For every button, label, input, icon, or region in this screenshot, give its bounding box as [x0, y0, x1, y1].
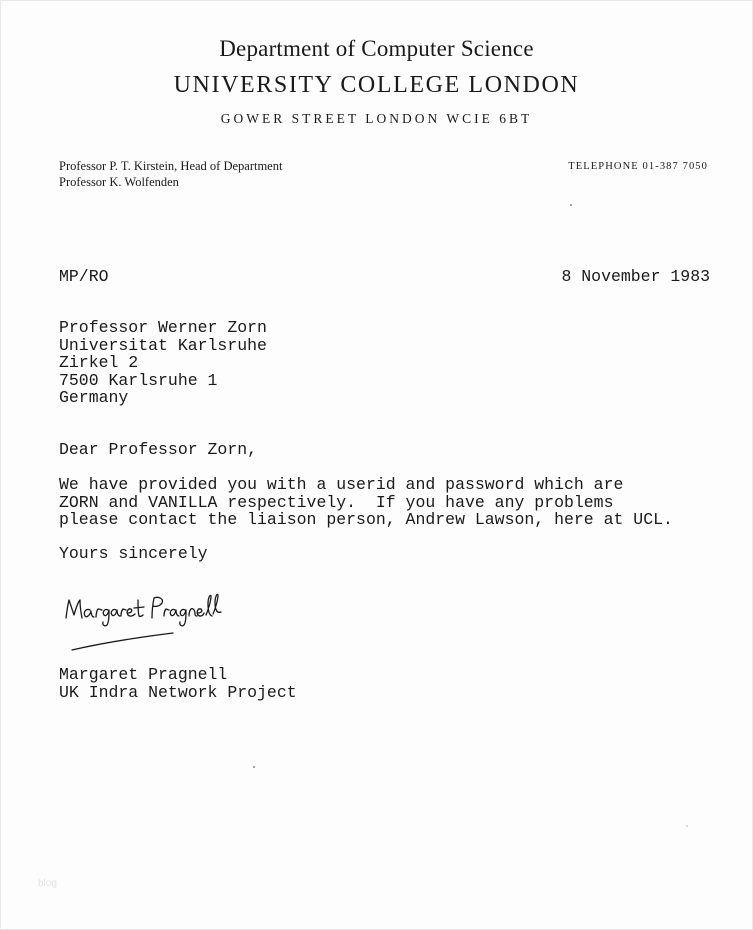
- department-heading: Department of Computer Science: [219, 36, 534, 61]
- recipient-line: 7500 Karlsruhe 1: [59, 370, 218, 390]
- recipient-line: Professor Werner Zorn: [59, 318, 267, 337]
- body-line: ZORN and VANILLA respectively. If you have any problems: [59, 492, 614, 512]
- sender-block: [59, 666, 297, 701]
- letter-body: [59, 476, 673, 529]
- recipient-line: Zirkel 2: [59, 353, 139, 372]
- professor-name: Professor K. Wolfenden: [59, 175, 179, 189]
- body-line: We have provided you with a userid and password which are: [59, 475, 624, 494]
- letter-date: 8 November 1983: [561, 267, 710, 286]
- telephone-number: TELEPHONE 01-387 7050: [568, 161, 708, 172]
- head-of-department: Professor P. T. Kirstein, Head of Department: [59, 159, 283, 173]
- paper-speck: [570, 204, 572, 206]
- reference-code: MP/RO: [59, 267, 109, 286]
- university-address: GOWER STREET LONDON WCIE 6BT: [220, 111, 533, 126]
- recipient-line: Universitat Karlsruhe: [59, 335, 267, 355]
- salutation: Dear Professor Zorn,: [59, 440, 258, 459]
- recipient-line: Germany: [59, 388, 129, 407]
- university-heading: UNIVERSITY COLLEGE LONDON: [173, 72, 580, 98]
- watermark: blog: [38, 878, 57, 889]
- sender-name: Margaret Pragnell: [59, 665, 228, 684]
- handwritten-signature: [58, 588, 233, 658]
- closing: Yours sincerely: [59, 544, 208, 563]
- recipient-address: [59, 319, 267, 407]
- paper-speck: [686, 825, 688, 827]
- sender-project: UK Indra Network Project: [59, 682, 297, 702]
- paper-speck: [253, 766, 255, 768]
- body-line: please contact the liaison person, Andrew Lawson, here at UCL.: [59, 510, 673, 529]
